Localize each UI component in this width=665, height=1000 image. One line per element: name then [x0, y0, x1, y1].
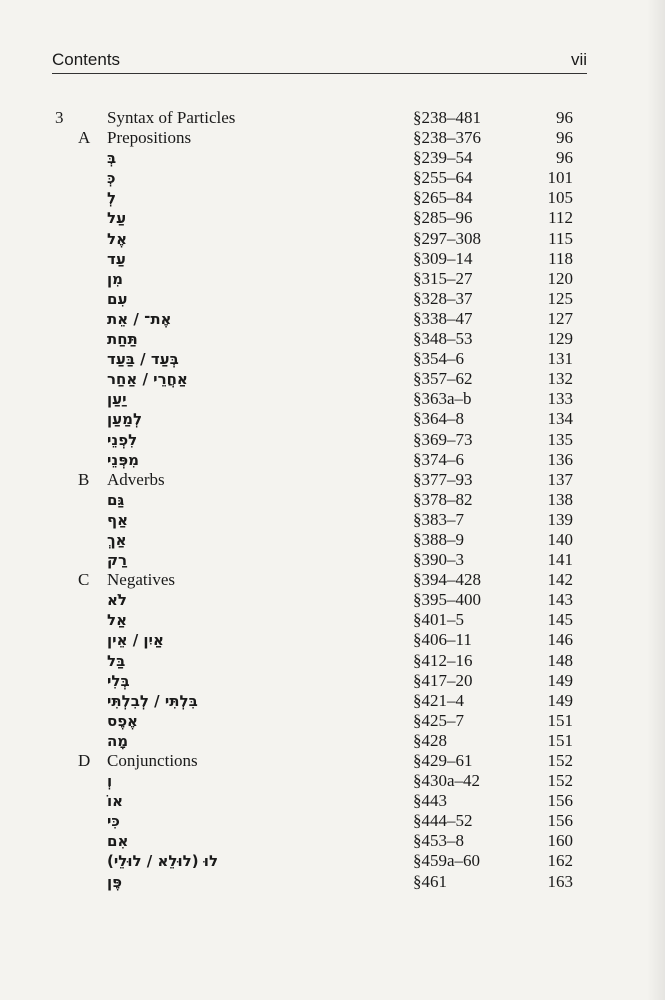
toc-page-number: 127	[547, 308, 573, 328]
toc-section-range: §388–9	[413, 529, 464, 549]
toc-entry	[0, 550, 665, 570]
toc-hebrew-particle: תַּחַת	[107, 330, 138, 349]
toc-page-number: 145	[547, 610, 573, 630]
toc-hebrew-particle: אֶת־ / אֵת	[107, 309, 172, 328]
toc-page-number: 143	[547, 590, 573, 610]
toc-section-range: §461	[413, 871, 447, 891]
toc-entry-title: Conjunctions	[107, 751, 198, 770]
toc-page-number: 138	[547, 489, 573, 509]
toc-page-number: 146	[547, 630, 573, 650]
toc-page-number: 141	[547, 550, 573, 570]
toc-entry	[0, 329, 665, 349]
toc-page-number: 129	[547, 329, 573, 349]
toc-entry	[0, 249, 665, 269]
toc-section-letter: C	[78, 570, 90, 590]
toc-hebrew-particle: עַל	[107, 209, 127, 228]
toc-page-number: 149	[547, 670, 573, 690]
toc-page-number: 152	[547, 771, 573, 791]
toc-entry	[0, 791, 665, 811]
toc-hebrew-particle: כִּי	[107, 812, 120, 831]
toc-section-range: §338–47	[413, 308, 473, 328]
toc-entry	[0, 208, 665, 228]
toc-entry	[0, 570, 665, 590]
toc-section-range: §238–481	[413, 108, 481, 127]
toc-hebrew-particle: אֶל	[107, 229, 127, 248]
toc-hebrew-particle: בַּל	[107, 651, 126, 670]
toc-section-range: §421–4	[413, 690, 464, 710]
toc-section-range: §328–37	[413, 288, 473, 308]
toc-section-range: §443	[413, 791, 447, 811]
toc-hebrew-particle: רַק	[107, 551, 128, 570]
toc-entry	[0, 389, 665, 409]
toc-hebrew-particle: כְּ	[107, 169, 116, 188]
toc-entry	[0, 731, 665, 751]
toc-section-range: §364–8	[413, 409, 464, 429]
toc-hebrew-particle: אַל	[107, 611, 127, 630]
toc-entry	[0, 831, 665, 851]
table-of-contents	[0, 108, 665, 892]
toc-entry	[0, 590, 665, 610]
toc-section-range: §459a–60	[413, 851, 481, 871]
toc-page-number: 96	[556, 108, 573, 127]
toc-hebrew-particle: בְּעַד / בַּעַד	[107, 350, 179, 369]
toc-entry-title: Adverbs	[107, 469, 165, 489]
toc-section-range: §429–61	[413, 751, 473, 770]
toc-hebrew-particle: לוּ (לוּלֵא / לוּלֵי)	[107, 852, 219, 871]
toc-page-number: 136	[547, 449, 573, 469]
toc-section-range: §369–73	[413, 429, 473, 449]
toc-page-number: 134	[547, 409, 573, 429]
toc-entry	[0, 470, 665, 490]
toc-section-range: §238–376	[413, 128, 481, 148]
toc-page-number: 156	[547, 791, 573, 811]
toc-entry-title: Syntax of Particles	[107, 108, 236, 127]
toc-entry	[0, 510, 665, 530]
toc-section-range: §377–93	[413, 469, 473, 489]
toc-hebrew-particle: בְּ	[107, 149, 117, 168]
toc-section-range: §395–400	[413, 590, 481, 610]
toc-hebrew-particle: מִפְּנֵי	[107, 450, 139, 469]
toc-page-number: 137	[547, 469, 573, 489]
running-head-title: Contents	[52, 50, 121, 69]
toc-page-number: 133	[547, 389, 573, 409]
toc-page-number: 101	[547, 168, 573, 188]
toc-page-number: 160	[547, 831, 573, 851]
toc-entry	[0, 851, 665, 871]
toc-section-letter: B	[78, 469, 90, 489]
toc-page-number: 115	[548, 228, 573, 248]
toc-section-range: §453–8	[413, 831, 464, 851]
toc-entry	[0, 269, 665, 289]
toc-section-range: §417–20	[413, 670, 473, 690]
toc-section-range: §348–53	[413, 329, 473, 349]
toc-page-number: 132	[547, 369, 573, 389]
toc-section-range: §401–5	[413, 610, 464, 630]
toc-hebrew-particle: אֶפֶס	[107, 711, 138, 730]
running-head-page-number: vii	[570, 50, 587, 69]
toc-hebrew-particle: עִם	[107, 289, 128, 308]
toc-entry	[0, 450, 665, 470]
toc-hebrew-particle: גַּם	[107, 490, 125, 509]
toc-entry	[0, 771, 665, 791]
toc-entry	[0, 188, 665, 208]
toc-entry	[0, 630, 665, 650]
toc-section-range: §378–82	[413, 489, 473, 509]
toc-section-range: §357–62	[413, 369, 473, 389]
header-rule	[52, 73, 587, 74]
toc-hebrew-particle: אַחֲרֵי / אַחַר	[107, 370, 188, 389]
toc-entry	[0, 751, 665, 771]
toc-section-range: §315–27	[413, 268, 473, 288]
toc-section-range: §309–14	[413, 248, 473, 268]
toc-page-number: 142	[547, 570, 573, 590]
toc-entry	[0, 168, 665, 188]
toc-section-range: §239–54	[413, 148, 473, 168]
toc-page-number: 151	[547, 730, 573, 750]
toc-entry	[0, 148, 665, 168]
toc-hebrew-particle: בְּלִי	[107, 671, 130, 690]
toc-hebrew-particle: אוֹ	[107, 792, 124, 811]
toc-section-range: §363a–b	[413, 389, 472, 409]
toc-section-letter: A	[78, 128, 91, 148]
toc-entry	[0, 430, 665, 450]
toc-entry	[0, 409, 665, 429]
toc-page-number: 96	[556, 128, 573, 148]
toc-section-range: §412–16	[413, 650, 473, 670]
toc-entry	[0, 490, 665, 510]
toc-page-number: 152	[547, 751, 573, 770]
toc-entry	[0, 711, 665, 731]
toc-hebrew-particle: לֹא	[107, 591, 127, 610]
toc-entry	[0, 289, 665, 309]
toc-page-number: 162	[547, 851, 573, 871]
toc-section-range: §374–6	[413, 449, 464, 469]
toc-entry	[0, 651, 665, 671]
toc-entry	[0, 811, 665, 831]
toc-section-range: §394–428	[413, 570, 481, 590]
toc-section-range: §285–96	[413, 208, 473, 228]
toc-page-number: 163	[547, 871, 573, 891]
toc-hebrew-particle: אִם	[107, 832, 129, 851]
toc-hebrew-particle: מִן	[107, 269, 124, 288]
toc-section-range: §265–84	[413, 188, 473, 208]
toc-page-number: 96	[556, 148, 573, 168]
toc-section-range: §425–7	[413, 710, 464, 730]
toc-entry	[0, 309, 665, 329]
toc-page-number: 148	[547, 650, 573, 670]
toc-entry-title: Negatives	[107, 570, 175, 590]
toc-hebrew-particle: לִפְנֵי	[107, 430, 138, 449]
toc-entry	[0, 369, 665, 389]
toc-entry	[0, 530, 665, 550]
toc-page-number: 140	[547, 529, 573, 549]
toc-hebrew-particle: מָה	[107, 731, 129, 750]
toc-section-letter: D	[78, 751, 91, 770]
toc-section-range: §383–7	[413, 509, 464, 529]
toc-section-range: §444–52	[413, 811, 473, 831]
toc-section-range: §255–64	[413, 168, 473, 188]
toc-hebrew-particle: לְ	[107, 189, 117, 208]
toc-hebrew-particle: אַךְ	[107, 530, 127, 549]
toc-entry	[0, 610, 665, 630]
toc-entry	[0, 671, 665, 691]
toc-page-number: 151	[547, 710, 573, 730]
toc-page-number: 139	[547, 509, 573, 529]
toc-section-range: §430a–42	[413, 771, 481, 791]
toc-entry	[0, 872, 665, 892]
toc-entry	[0, 229, 665, 249]
toc-section-range: §390–3	[413, 550, 464, 570]
toc-page-number: 149	[547, 690, 573, 710]
toc-page-number: 118	[548, 248, 573, 268]
toc-page-number: 125	[547, 288, 573, 308]
toc-section-range: §354–6	[413, 349, 464, 369]
toc-hebrew-particle: אַיִן / אֵין	[107, 631, 164, 650]
toc-hebrew-particle: בִּלְתִּי / לְבִלְתִּי	[107, 691, 198, 710]
toc-entry-title: Prepositions	[107, 128, 192, 148]
toc-section-range: §406–11	[413, 630, 472, 650]
toc-page-number: 105	[547, 188, 573, 208]
toc-page-number: 120	[547, 268, 573, 288]
toc-chapter-number: 3	[55, 108, 64, 127]
toc-page-number: 112	[548, 208, 573, 228]
toc-entry	[0, 108, 665, 128]
toc-hebrew-particle: יַעַן	[107, 390, 127, 409]
toc-section-range: §297–308	[413, 228, 481, 248]
toc-page-number: 135	[547, 429, 573, 449]
toc-entry	[0, 128, 665, 148]
toc-hebrew-particle: לְמַעַן	[107, 410, 143, 429]
toc-page-number: 156	[547, 811, 573, 831]
toc-section-range: §428	[413, 730, 447, 750]
toc-page-number: 131	[547, 349, 573, 369]
toc-hebrew-particle: וְ	[107, 772, 113, 791]
toc-hebrew-particle: פֶּן	[107, 872, 123, 891]
toc-entry	[0, 349, 665, 369]
toc-hebrew-particle: אַף	[107, 510, 129, 529]
toc-entry	[0, 691, 665, 711]
toc-hebrew-particle: עַד	[107, 249, 126, 268]
